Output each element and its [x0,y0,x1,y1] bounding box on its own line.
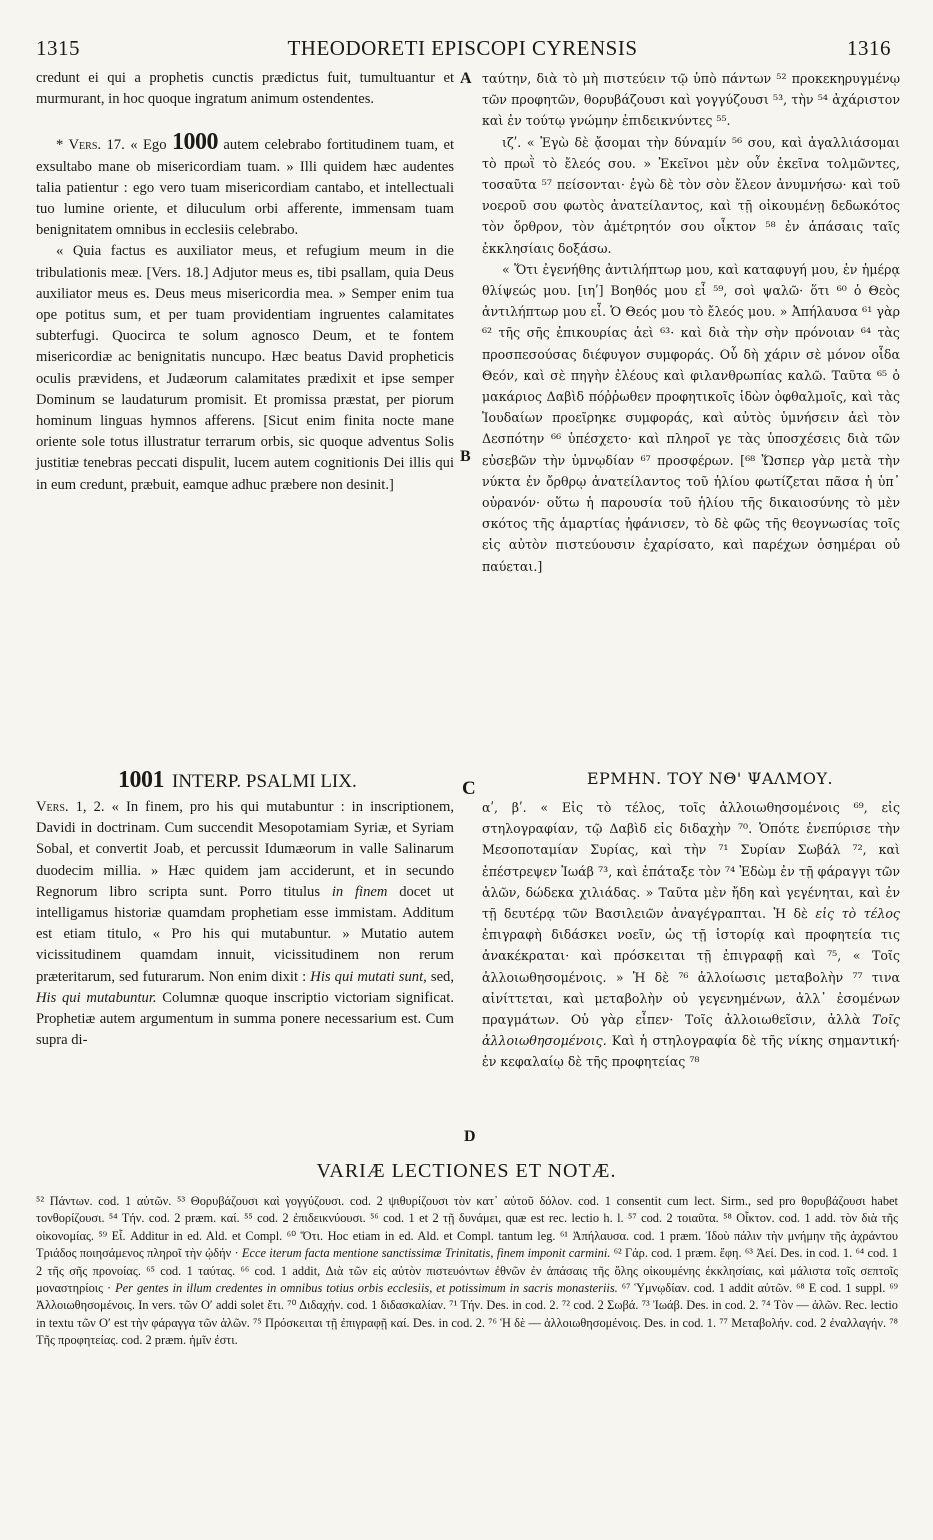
note-text: ⁶² Γάρ. cod. 1 præm. ἔφη. ⁶³ Ἀεί. Des. in cod. 1. ⁶⁴ cod. 1 2 τῆς σῆς προνοίας. ⁶⁵ cod. 1 ταύτας. ⁶⁶ cod. 1 addit, Διὰ τῶν εἰς αὐτὸν πιστευόντων ἐθνῶν ἐν ἁπάσαις τῆς ὅλης οἰκουμένης ἐκκλησίαις, καὶ μάλιστα τοῖς σεπτοῖς μοναστηρίοις · [36,1246,898,1296]
margin-marker-a: A [460,70,472,87]
notes-paragraph [36,1193,898,1350]
latin-italic: in finem [331,883,388,900]
greek-paragraph: ιζʹ. « Ἐγὼ δὲ ᾄσομαι τὴν δύναμίν ⁵⁶ σου, καὶ ἀγαλλιάσομαι τὸ πρωῒ τὸ ἔλεός σου. » Ἐκεῖνοι μὲν οὖν ἐκεῖνα τολμῶντες, τοσαῦτα ⁵⁷ πείσονται· ἐγὼ δὲ τὸν σὸν ἔλεον ἀνυμνήσω· καὶ τοῦ νοεροῦ σου φωτὸς ἀνατείλαντος, καὶ τῇ οἰκουμένῃ δεδωκότος τὸν ὄρθρον, τὸν ἀμέτρητόν σου οἶκτον ⁵⁸ ἐν ἁπάσαις ταῖς ἐκκλησίαις δοξάσω. [482,134,900,256]
margin-marker-c: C [462,778,476,799]
section-heading-greek: ΕΡΜΗΝ. ΤΟΥ ΝΘ' ΨΑΛΜΟΥ. [586,769,834,788]
greek-text: Καὶ ἡ στηλογραφία δὲ τῆς νίκης σημαντική· ἐν κεφαλαίῳ δὲ τῆς προφητείας ⁷⁸ [482,1033,900,1070]
column-number: 1001 [118,767,164,793]
running-title: THEODORETI EPISCOPI CYRENSIS [287,36,638,60]
note-italic: Ecce iterum facta mentione sanctissimæ Trinitatis, finem imponit carmini. [241,1246,611,1261]
note-text: ⁶⁷ Ὑμνῳδίαν. cod. 1 addit αὐτῶν. ⁶⁸ E cod. 1 suppl. ⁶⁹ Ἀλλοιωθησομένοις. In vers. τῶν Οʹ addi solet ἔτι. ⁷⁰ Διδαχήν. cod. 1 διδασκαλίαν. ⁷¹ Τήν. Des. in cod. 2. ⁷² cod. 2 Σωβά. ⁷³ Ἰωάβ. Des. in cod. 2. ⁷⁴ Τὸν — ἁλῶν. Rec. lectio in textu τῶν Οʹ est τὴν φάραγγα τῶν ἁλῶν. ⁷⁵ Πρόσκειται τῇ ἐπιγραφῇ καί. Des. in cod. 2. ⁷⁶ Ἡ δὲ — ἀλλοιωθησομένοις. Des. in cod. 1. ⁷⁷ Μεταβολήν. cod. 2 ἐναλλαγήν. ⁷⁸ Τῆς προφητείας. cod. 2 præm. ἡμῖν ἐστι. [36,1281,898,1348]
section-title: INTERP. PSALMI LIX. [172,771,357,792]
latin-text: , sed, [423,968,454,985]
verse-ref: * Vers. 17. [56,137,125,154]
variant-notes [36,1193,898,1350]
section-heading-latin [118,767,357,794]
latin-italic: His qui mutati sunt [310,968,424,985]
greek-italic: Τοῖς ἀλλοιωθησομένοις. [482,1012,900,1049]
greek-paragraph: ταύτην, διὰ τὸ μὴ πιστεύειν τῷ ὑπὸ πάντων ⁵² προκεκηρυγμένῳ τῶν προφητῶν, θορυβάζουσι καὶ γογγύζουσι ⁵³, τὴν ⁵⁴ ἀχάριστον καὶ ἐν τούτῳ γνώμην ἐπιδεικνύντες ⁵⁵. [482,71,900,129]
page-header [28,36,897,66]
column-number: 1000 [171,129,218,156]
greek-text: ἐπιγραφὴ διδάσκει νοεῖν, ὡς τῇ ἱστορίᾳ καὶ προφητεία τις ἀνακέκραται· καὶ πρόσκειται τῇ ἐπιγραφῇ καὶ ⁷⁵, « Τοῖς ἀλλοιωθησομένοις. » Ἡ δὲ ⁷⁶ ἀλλοίωσις μεταβολὴν ⁷⁷ τινα αἰνίττεται, καὶ μεταβολὴν οὐ γεγενημένων, ἀλλ᾽ ἐσομένων πραγμάτων. Οὐ γὰρ εἶπεν· Τοῖς ἀλλοιωθεῖσιν, ἀλλὰ [482,927,900,1028]
latin-text: docet ut intelligamus historiæ quamdam prophetiam esse immistam. Additum est etiam titulo, « Pro his qui mutabuntur. » Mutatio autem vicissitudinem quamdam innuit, vicissitudinem non rerum præteritarum, sed futurarum. Non enim dixit : [36,883,454,985]
greek-italic: εἰς τὸ τέλος [815,906,900,922]
greek-column-lower [482,797,900,1073]
latin-paragraph: « Quia factus es auxiliator meus, et refugium meum in die tribulationis meæ. [Vers. 18.] Adjutor meus es, tibi psallam, quia Deus auxiliator meus es. Deus meus misericordia mea. » Semper enim tua ope potitus sum, et per tuam providentiam ingruentes calamitates subterfugi. Quocirca te solum agnosco Deum, et te fontem misericordiæ ac benignitatis nuncupo. Hæc beatus David propheticis oculis prævidens, et Judæorum calamitates prædixit et ipse semper Dominum se laudaturum promisit. Et promissa præstat, per piorum hominum linguas hymnos afferens. [Sicut enim finita nocte mane oriente sole totus illustratur terrarum orbis, sic quoque adventus Solis justitiæ tenebras peccati dispulit, lucem autem cognitionis Dei illis qui in eum credunt, præbuit, eamque adhuc præbere non desinit.] [36,243,454,493]
latin-italic: His qui mutabuntur. [36,989,157,1006]
greek-text: αʹ, βʹ. « Εἰς τὸ τέλος, τοῖς ἀλλοιωθησομένοις ⁶⁹, εἰς στηλογραφίαν, τῷ Δαβὶδ εἰς διδαχὴν ⁷⁰. Ὁπότε ἐνεπύρισε τὴν Μεσοποταμίαν Συρίας, καὶ τὴν ⁷¹ Συρίαν Σωβάλ ⁷², καὶ ἐπέστρεψεν Ἰωάβ ⁷³, καὶ ἐπάταξε τὸν ⁷⁴ Ἐδὼμ ἐν τῇ φάραγγι τῶν ἁλῶν, δώδεκα χιλιάδας. » Ταῦτα μὲν ἤδη καὶ γεγένηται, καὶ ἐν τῇ δευτέρᾳ τῶν Βασιλειῶν ἀναγέγραπται. Ἡ δὲ [482,800,900,922]
verse-ref: Vers. 1, 2. [36,799,105,815]
latin-text: autem celebrabo fortitudinem tuam, et exsultabo mane ob misericordiam tuam. » Illi quidem hæc audentes talia patientur : ego vero tuam misericordiam cantabo, et intellectuali tuo lumine oriente, et diluculum orbi afferente, immensam tuam benignitatem omnibus in ecclesiis celebrabo. [36,137,454,239]
latin-paragraph [36,797,454,1051]
margin-marker-b: B [460,448,471,465]
greek-paragraph: « Ὅτι ἐγενήθης ἀντιλήπτωρ μου, καὶ καταφυγή μου, ἐν ἡμέρᾳ θλίψεώς μου. [ιηʹ] Βοηθός μου εἶ ⁵⁹, σοὶ ψαλῶ· ὅτι ⁶⁰ ὁ Θεὸς ἀντιλήπτωρ μου εἶ. Ὁ Θεός μου τὸ ἔλεός μου. » Ἀπήλαυσα ⁶¹ γὰρ ⁶² τῆς σῆς ἐπικουρίας ἀεὶ ⁶³· καὶ διὰ τὴν σὴν πρόνοιαν ⁶⁴ τὰς προσπεσούσας διέφυγον συμφοράς. Οὗ δὴ χάριν σὲ μόνον οἶδα Θεόν, καὶ σὲ πηγὴν ἐλέους καὶ φιλανθρωπίας καλῶ. Ταῦτα ⁶⁵ ὁ μακάριος Δαβὶδ πόῤῥωθεν προφητικοῖς ἰδὼν ὀφθαλμοῖς, καὶ τὰς Ἰουδαίων προεῖρηκε συμφοράς, καὶ αὐτὸς ὑμνήσειν ἀεὶ τὸν Δεσπότην ⁶⁶ ὑπέσχετο· καὶ πληροῖ γε τὰς ὑποσχέσεις διὰ τῶν εὐσεβῶν τὴν ὑμνῳδίαν ⁶⁷ προσφέρων. [⁶⁸ Ὥσπερ γὰρ μετὰ τὴν νύκτα ἐν ὄρθρῳ ἀνατείλαντος τοῦ ἡλίου φωτίζεται πᾶσα ἡ ὑπ᾽ οὐρανόν· οὕτω ἡ παρουσία τοῦ ἡλίου τῆς δικαιοσύνης τὸ μὲν σκότος τῆς ἁμαρτίας ἠφάνισεν, τὸ δὲ φῶς τῆς θεογνωσίας τοῖς εἰς αὐτὸν πιστεύουσιν ἐχαρίσατο, καὶ παρέχων ὁσημέραι οὐ παύεται.] [482,261,900,574]
latin-column-upper [36,68,454,496]
latin-paragraph: credunt ei qui a prophetis cunctis prædictus fuit, tumultuantur et murmurant, in hoc quoque ingratum animum ostendentes. [36,70,454,108]
greek-paragraph [482,797,900,1073]
page-number-left: 1315 [36,36,80,60]
greek-column-upper [482,68,900,577]
latin-text: « In finem, pro his qui mutabuntur : in inscriptionem, Davidi in doctrinam. Cum succendit Mesopotamiam Syriæ, et Syriam Sobal, et convertit Joab, et percussit Idumæorum in valle Salinarum duodecim millia. » Hæc quidem jam acciderunt, et in secundo Regnorum libro scripta sunt. Porro titulus [36,799,454,900]
latin-column-lower [36,797,454,1051]
margin-marker-d: D [464,1128,476,1145]
latin-text: « Ego [124,137,172,154]
latin-text: Columnæ quoque inscriptio victoriam significat. Prophetiæ autem argumentum in summa ponere necessarium est. Cum supra di- [36,989,454,1049]
note-italic: Per gentes in illum credentes in omnibus totius orbis ecclesiis, et potissimum in sacris monasteriis. [115,1281,618,1296]
latin-paragraph [36,129,454,241]
notes-heading: VARIÆ LECTIONES ET NOTÆ. [316,1160,617,1182]
note-text: ⁵² Πάντων. cod. 1 αὐτῶν. ⁵³ Θορυβάζουσι καὶ γογγύζουσι. cod. 2 ψιθυρίζουσι τὸν κατ᾽ αὐτοῦ δόλον. cod. 1 consentit cum lect. Sirm., sed pro θορυβάζουσι habet τονθορίζουσι. ⁵⁴ Τήν. cod. 2 præm. καί. ⁵⁵ cod. 2 ἐπιδεικνύουσι. ⁵⁶ cod. 1 et 2 τῇ δυνάμει, quæ est rec. lectio h. l. ⁵⁷ cod. 2 τοιαῦτα. ⁵⁸ Οἶκτον. cod. 1 add. τὸν διὰ τῆς οἰκονομίας. ⁵⁹ Εἶ. Additur in ed. Ald. et Compl. ⁶⁰ Ὅτι. Hoc etiam in ed. Ald. et Compl. tantum leg. ⁶¹ Ἀπήλαυσα. cod. 1 præm. Ἰδοὺ πάλιν τὴν μνήμην τῆς ἀχράντου Τριάδος ποιησάμενος πληροῖ τὴν ᾠδήν · [36,1194,898,1261]
page-number-right: 1316 [847,36,891,60]
